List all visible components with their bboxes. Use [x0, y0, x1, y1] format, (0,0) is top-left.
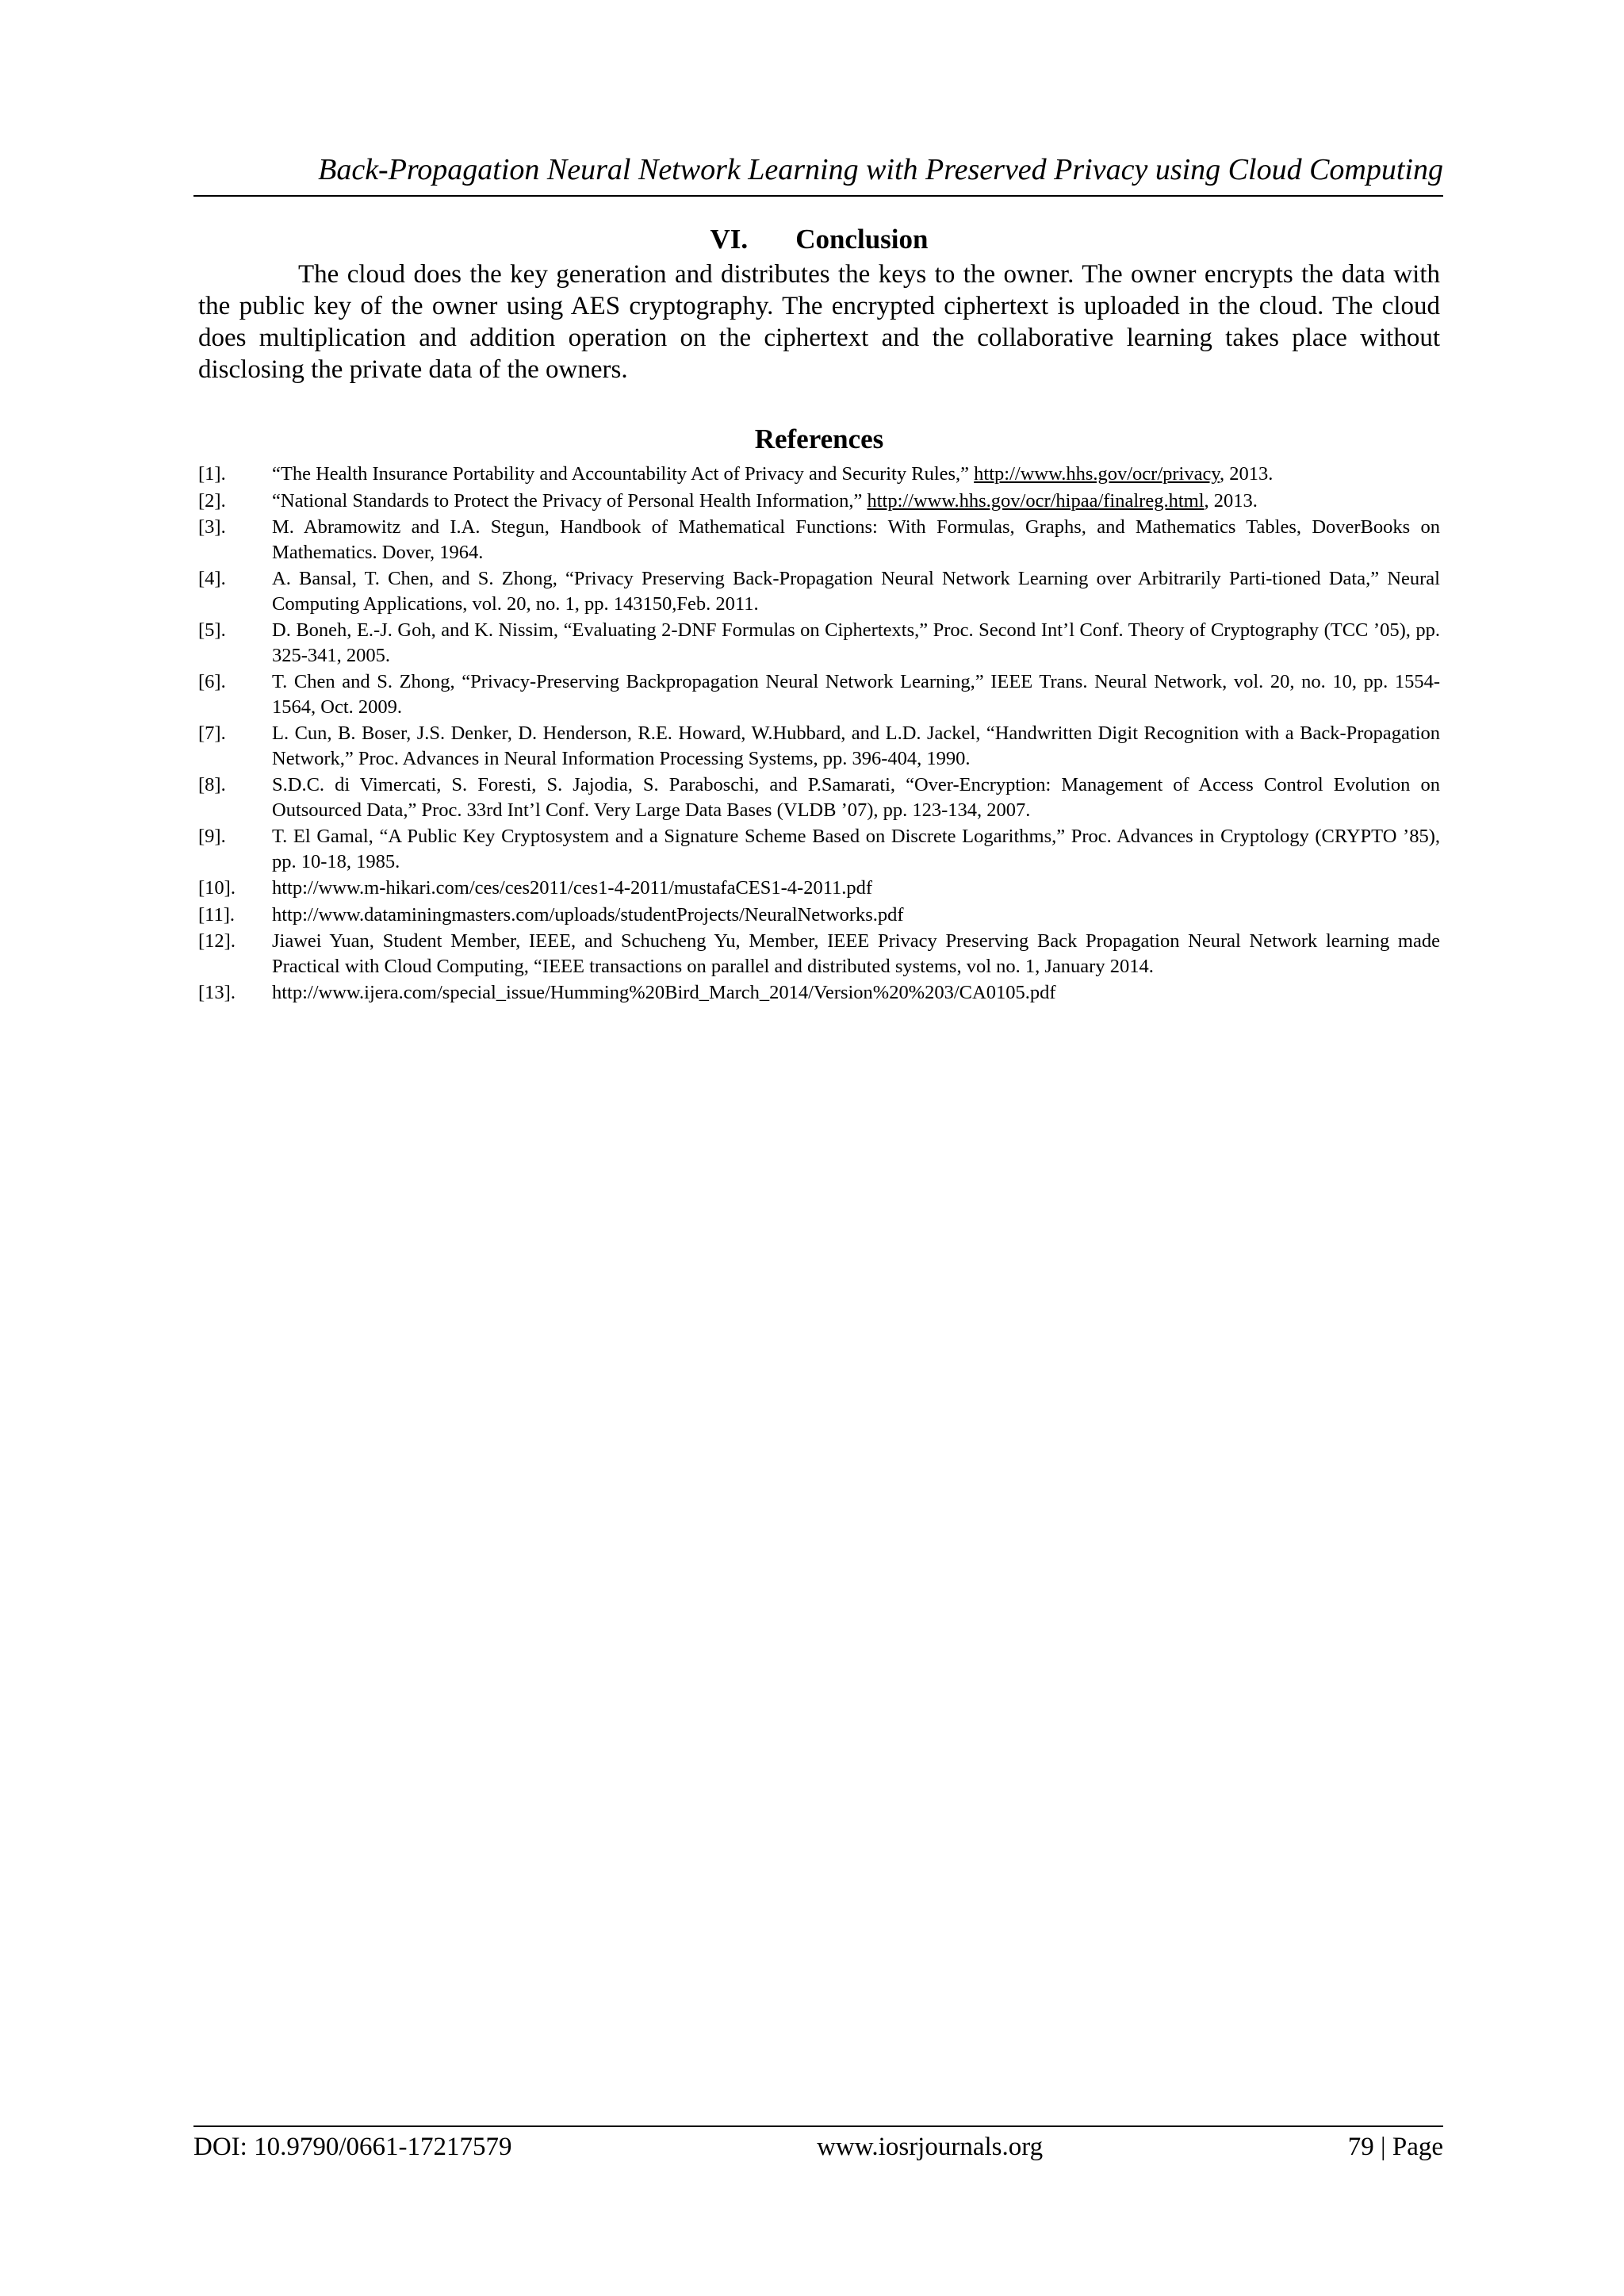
reference-item — [198, 462, 1440, 487]
footer-page-number: 79 | Page — [1347, 2133, 1443, 2161]
reference-item — [198, 566, 1440, 616]
reference-item — [198, 824, 1440, 874]
reference-text — [272, 515, 1440, 565]
reference-number: [12]. — [198, 930, 236, 952]
reference-item — [198, 980, 1440, 1006]
reference-number: [13]. — [198, 982, 236, 1003]
reference-text — [272, 721, 1440, 771]
footer-site: www.iosrjournals.org — [817, 2133, 1044, 2161]
reference-citation: L. Cun, B. Boser, J.S. Denker, D. Henderson, R.E. Howard, W.Hubbard, and L.D. Jackel, “Handwritten Digit Recognition with a Back-Propagation Network,” Proc. Advances in Neural Information Processing Systems, pp. 396-404, 1990. — [272, 723, 1440, 769]
reference-link[interactable]: http://www.hhs.gov/ocr/privacy — [974, 463, 1220, 485]
reference-year: , 2013. — [1220, 463, 1274, 485]
reference-number: [8]. — [198, 774, 226, 795]
reference-citation: “The Health Insurance Portability and Accountability Act of Privacy and Security Rules,” — [272, 463, 975, 485]
reference-citation: A. Bansal, T. Chen, and S. Zhong, “Privacy Preserving Back-Propagation Neural Network Learning over Arbitrarily Parti-tioned Data,” Neural Computing Applications, vol. 20, no. 1, pp. 143150,Feb. 2011. — [272, 568, 1440, 615]
reference-item — [198, 721, 1440, 771]
reference-item — [198, 772, 1440, 822]
reference-citation: “National Standards to Protect the Privacy of Personal Health Information,” — [272, 489, 868, 512]
reference-number: [2]. — [198, 489, 226, 512]
reference-item — [198, 669, 1440, 719]
reference-number: [9]. — [198, 826, 226, 847]
reference-item — [198, 618, 1440, 668]
references-heading: References — [754, 424, 884, 454]
reference-item — [198, 515, 1440, 565]
reference-citation: D. Boneh, E.-J. Goh, and K. Nissim, “Evaluating 2-DNF Formulas on Ciphertexts,” Proc. Second Int’l Conf. Theory of Cryptography (TCC ’05), pp. 325-341, 2005. — [272, 619, 1440, 666]
section-number: VI. — [710, 224, 749, 255]
page-footer — [193, 2125, 1443, 2164]
reference-year: , 2013. — [1204, 489, 1258, 512]
reference-link[interactable]: http://www.hhs.gov/ocr/hipaa/finalreg.html — [867, 489, 1205, 512]
conclusion-heading — [198, 222, 1440, 257]
page-content — [198, 222, 1440, 1007]
reference-number: [6]. — [198, 671, 226, 692]
reference-number: [4]. — [198, 568, 226, 589]
reference-text — [272, 824, 1440, 874]
reference-citation: T. El Gamal, “A Public Key Cryptosystem and a Signature Scheme Based on Discrete Logarithms,” Proc. Advances in Cryptology (CRYPTO ’85), pp. 10-18, 1985. — [272, 826, 1440, 872]
reference-citation: Jiawei Yuan, Student Member, IEEE, and Schucheng Yu, Member, IEEE Privacy Preserving Back Propagation Neural Network learning made Practical with Cloud Computing, “IEEE transactions on parallel and distributed systems, vol no. 1, January 2014. — [272, 930, 1440, 977]
reference-text — [272, 772, 1440, 822]
running-title: Back-Propagation Neural Network Learning with Preserved Privacy using Cloud Computing — [318, 153, 1443, 186]
reference-number: [11]. — [198, 903, 236, 926]
reference-text — [272, 462, 1440, 487]
reference-item — [198, 929, 1440, 979]
conclusion-paragraph: The cloud does the key generation and distributes the keys to the owner. The owner encrypts the data with the public key of the owner using AES cryptography. The encrypted ciphertext is uploaded in the cloud. The cloud does multiplication and addition operation on the ciphertext and the collaborative learning takes place without disclosing the private data of the owners. — [198, 260, 1440, 384]
reference-item — [198, 876, 1440, 901]
reference-number: [1]. — [198, 463, 226, 485]
reference-text — [272, 903, 1440, 928]
reference-text — [272, 876, 1440, 901]
page-header — [193, 151, 1443, 197]
reference-text — [272, 489, 1440, 514]
footer-doi: DOI: 10.9790/0661-17217579 — [193, 2133, 512, 2161]
reference-text — [272, 566, 1440, 616]
reference-text — [272, 618, 1440, 668]
reference-citation: T. Chen and S. Zhong, “Privacy-Preserving Backpropagation Neural Network Learning,” IEEE Trans. Neural Network, vol. 20, no. 10, pp. 1554-1564, Oct. 2009. — [272, 671, 1440, 718]
reference-number: [5]. — [198, 619, 226, 641]
reference-item — [198, 903, 1440, 928]
reference-citation: http://www.ijera.com/special_issue/Humming%20Bird_March_2014/Version%20%203/CA0105.pdf — [272, 982, 1056, 1003]
section-title: Conclusion — [795, 224, 929, 255]
reference-item — [198, 489, 1440, 514]
reference-citation: http://www.m-hikari.com/ces/ces2011/ces1-4-2011/mustafaCES1-4-2011.pdf — [272, 877, 873, 899]
reference-list — [198, 462, 1440, 1006]
reference-number: [3]. — [198, 516, 226, 538]
reference-citation: http://www.dataminingmasters.com/uploads/studentProjects/NeuralNetworks.pdf — [272, 903, 904, 926]
reference-text — [272, 669, 1440, 719]
reference-text — [272, 929, 1440, 979]
reference-number: [7]. — [198, 723, 226, 744]
reference-text — [272, 980, 1440, 1006]
reference-citation: M. Abramowitz and I.A. Stegun, Handbook of Mathematical Functions: With Formulas, Graphs, and Mathematics Tables, DoverBooks on Mathematics. Dover, 1964. — [272, 516, 1440, 563]
reference-number: [10]. — [198, 877, 236, 899]
reference-citation: S.D.C. di Vimercati, S. Foresti, S. Jajodia, S. Paraboschi, and P.Samarati, “Over-Encryption: Management of Access Control Evolution on Outsourced Data,” Proc. 33rd Int’l Conf. Very Large Data Bases (VLDB ’07), pp. 123-134, 2007. — [272, 774, 1440, 821]
